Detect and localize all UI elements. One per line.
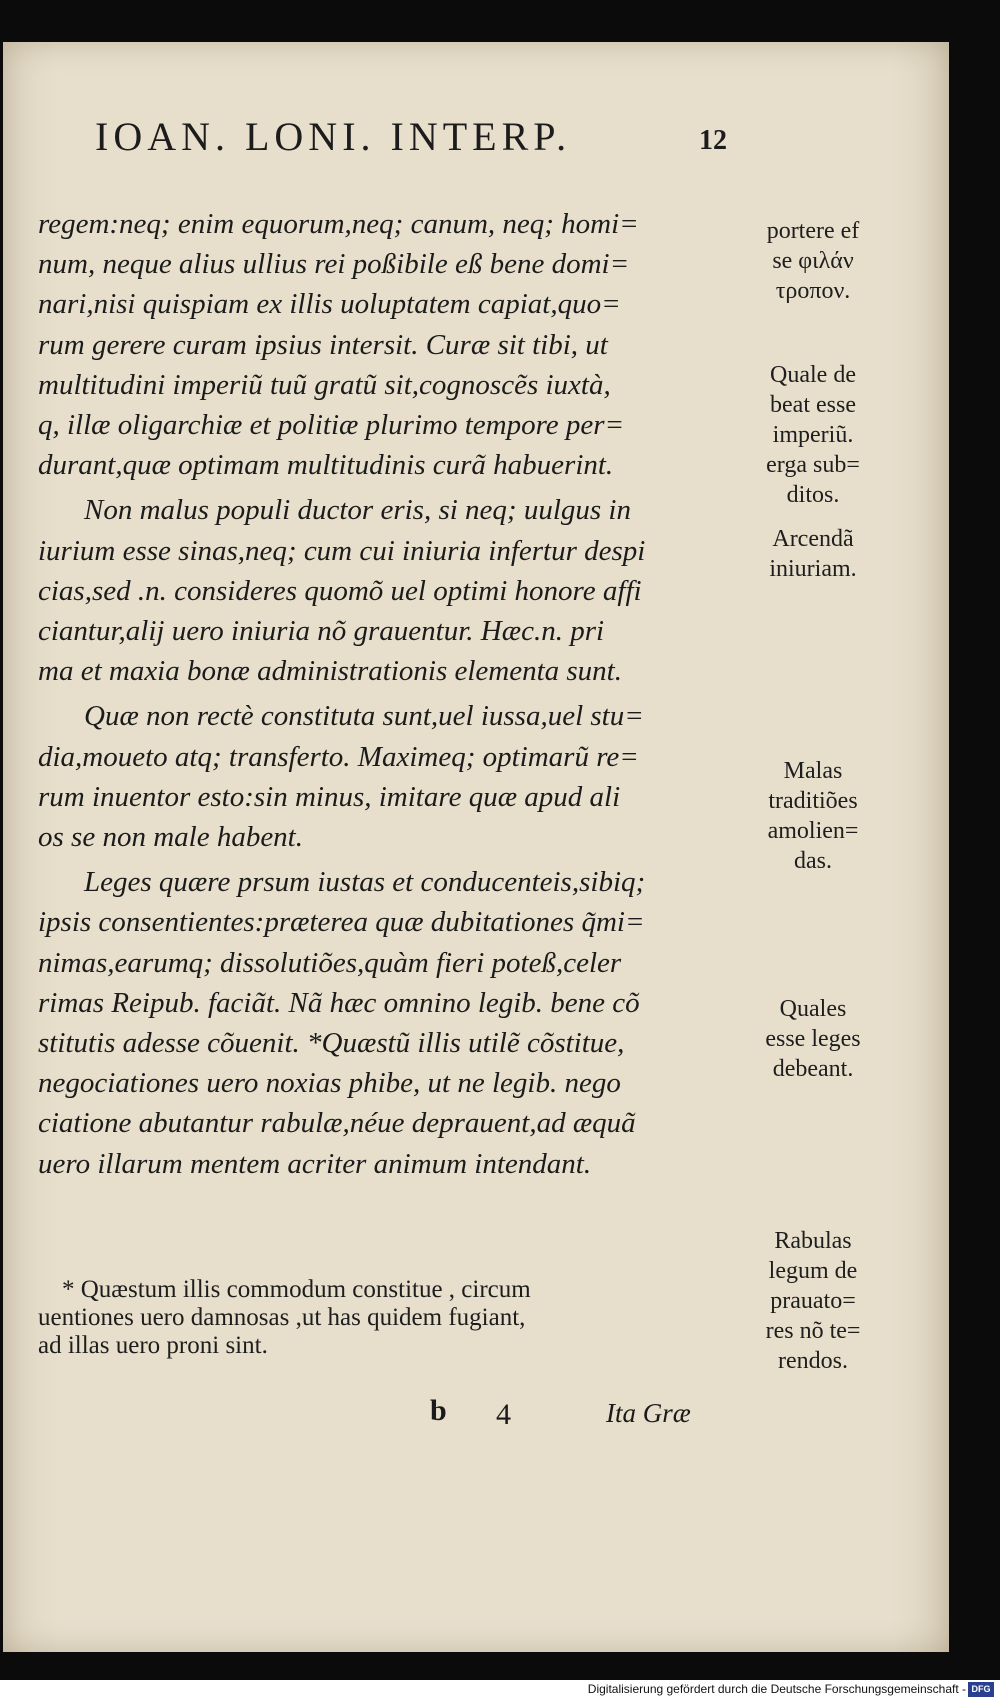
margin-note-line: traditiões [768,788,858,814]
margin-note-line: Rabulas [774,1228,852,1254]
catchword: Ita Græ [606,1398,691,1428]
margin-note-line: imperiũ. [772,422,854,448]
paragraph-3 [38,696,728,857]
text-line: Non malus populi ductor eris, si neq; uulgus in [84,494,631,527]
footnote-line: ad illas uero proni sint. [38,1332,268,1359]
text-line: ciantur,alij uero iniuria nõ grauentur. Hæc.n. pri [38,615,605,648]
paragraph-4 [38,862,728,1184]
footnote-line: * Quæstum illis commodum constitue , circum [62,1276,531,1303]
paragraph-1 [38,204,728,485]
text-line: os se non male habent. [38,821,303,854]
text-line: negociationes uero noxias phibe, ut ne legib. nego [38,1067,621,1100]
text-line: dia,moueto atq; transferto. Maximeq; optimarũ re= [38,740,639,773]
text-line: rimas Reipub. faciãt. Nã hæc omnino legib. bene cõ [38,986,640,1019]
margin-note [738,524,888,584]
margin-note-line: das. [794,848,832,874]
text-line: ma et maxia bonæ administrationis elementa sunt. [38,655,622,688]
text-line: q, illæ oligarchiæ et politiæ plurimo tempore per= [38,409,625,442]
text-line: nimas,earumq; dissolutiões,quàm fieri poteß,celer [38,946,622,979]
margin-note-line: beat esse [770,392,856,418]
margin-note-line: iniuriam. [769,556,857,582]
folio-number: 12 [699,125,727,156]
text-line: rum inuentor esto:sin minus, imitare quæ apud ali [38,780,621,813]
dfg-logo: DFG [968,1682,994,1697]
text-line: durant,quæ optimam multitudinis curã habuerint. [38,449,614,482]
text-line: nari,nisi quispiam ex illis uoluptatem capiat,quo= [38,288,621,321]
margin-note [738,756,888,876]
signature-mark: b [430,1394,447,1427]
margin-note-line: debeant. [772,1056,854,1082]
margin-note-line: se φιλάν [772,248,854,274]
text-line: Quæ non rectè constituta sunt,uel iussa,uel stu= [84,700,644,733]
text-line: multitudini imperiũ tuũ gratũ sit,cognoscẽs iuxtà, [38,368,611,401]
margin-note-line: Quales [779,996,847,1022]
margin-note-line: Quale de [770,362,856,388]
text-line: regem:neq; enim equorum,neq; canum, neq; homi= [38,208,639,240]
footnote-line: uentiones uero damnosas ,ut has quidem fugiant, [38,1304,526,1331]
text-line: uero illarum mentem acriter animum intendant. [38,1147,592,1180]
margin-note-line: esse leges [765,1026,861,1052]
margin-note-line: amolien= [767,818,859,844]
margin-note [738,994,888,1084]
text-line: cias,sed .n. consideres quomõ uel optimi honore affi [38,574,642,607]
margin-note-line: res nõ te= [765,1318,861,1344]
margin-note-line: portere ef [766,218,860,244]
margin-note [738,1226,888,1376]
catchline [430,1394,730,1434]
margin-note-line: legum de [768,1258,858,1284]
text-line: rum gerere curam ipsius intersit. Curæ sit tibi, ut [38,328,608,361]
margin-note [738,360,888,510]
margin-note-line: rendos. [778,1348,848,1374]
margin-note [738,216,888,306]
margin-note-line: Arcendã [772,526,854,552]
main-text-block [38,204,728,1189]
margin-note-line: prauato= [770,1288,856,1314]
text-line: stitutis adesse cõuenit. *Quæstũ illis utilẽ cõstitue, [38,1027,625,1060]
text-line: Leges quære prsum iustas et conducenteis,sibiq; [84,866,646,899]
margin-note-line: τροπον. [775,278,851,304]
running-head-title: IOAN. LONI. INTERP. [95,114,572,159]
signature-number: 4 [496,1398,511,1431]
funding-credit: Digitalisierung gefördert durch die Deutsche Forschungsgemeinschaft - [587,1682,966,1696]
running-head [95,113,735,171]
text-line: num, neque alius ullius rei poßibile eß bene domi= [38,248,630,281]
paragraph-2 [38,490,728,691]
margin-note-line: Malas [783,758,843,784]
footnote [38,1276,728,1360]
digitization-footer [0,1680,1000,1701]
text-line: ciatione abutantur rabulæ,néue deprauent,ad æquã [38,1107,636,1140]
text-line: ipsis consentientes:præterea quæ dubitationes q̃mi= [38,906,645,939]
text-line: iurium esse sinas,neq; cum cui iniuria infertur despi [38,534,646,567]
margin-note-line: ditos. [786,482,840,508]
margin-note-line: erga sub= [766,452,860,478]
